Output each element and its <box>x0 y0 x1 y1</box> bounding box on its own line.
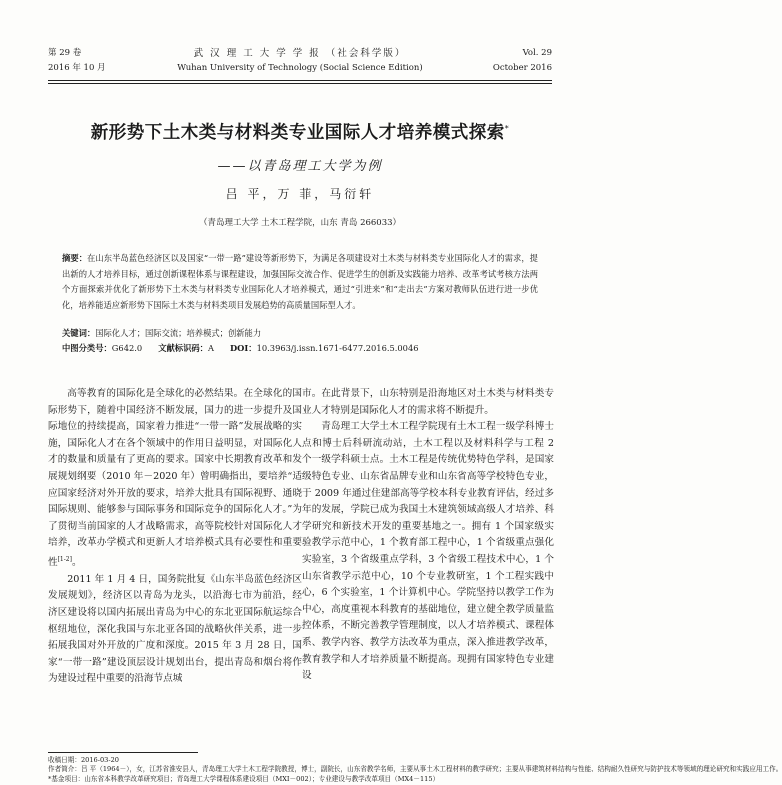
citation-mark: [1-2] <box>57 555 72 563</box>
header-rule-thin <box>48 83 552 84</box>
volume-en: Vol. 29 <box>522 48 552 58</box>
header-rule-thick <box>48 80 552 81</box>
title-footnote-mark: * <box>504 124 510 134</box>
paper-subtitle: ——以青岛理工大学为例 <box>217 159 383 174</box>
paper-title-text: 新形势下土木类与材料类专业国际人才培养模式探索 <box>90 123 505 143</box>
body-column-left <box>48 386 302 688</box>
journal-name-en: Wuhan University of Technology (Social Science Edition) <box>177 63 423 73</box>
body-paragraph: 青岛理工大学土木工程学院现有土木工程一级学科博士点和博士后科研流动站，土木工程以及材料科学与工程 2 个一级学科硕士点。土木工程是传统优势特色学科，是国家级特色专业、山东省品牌专业和山东省高等学校特色专业，于 2009 年通过住建部高等学校本科专业教育评估，经过多年的发展，学院已成为我国土木建筑领域高级人才培养、科学研究和新技术开发的重要基地之一。拥有 1 个国家级实验教学示范中心，1 个教育部工程中心，1 个省级重点强化实验室，3 个省级重点学科，3 个省级工程技术中心，1 个山东省教学示范中心，10 个专业教研室，1 个工程实践中心，6 个实验室，1 个计算机中心。学院坚持以教学工作为中心，高度重视本科教育的基础地位，建立健全教学质量监控体系，不断完善教学管理制度，以人才培养模式、课程体系、教学内容、教学方法改革为重点，深入推进教学改革，教育教学和人才培养质量不断提高。现拥有国家特色专业建设 <box>302 421 554 682</box>
classification-line <box>62 342 538 354</box>
volume-label: 第 29 卷 <box>48 48 82 58</box>
keywords <box>62 327 538 339</box>
header-right <box>493 46 552 76</box>
date-en: October 2016 <box>492 63 552 73</box>
abstract-label: 摘要： <box>62 253 88 263</box>
doi: DOI：10.3963/j.issn.1671-6477.2016.5.0046 <box>229 343 419 353</box>
journal-name-cn: 武 汉 理 工 大 学 学 报 （社会科学版） <box>193 48 407 59</box>
body-column-right <box>302 386 554 685</box>
body-paragraph: 高等教育的国际化是全球化的必然结果。在全球化的国际形势下，随着中国经济不断发展，国力的进一步提升及国际地位的持续提高，国家着力推进“一带一路”发展战略的实施，国际化人才在各个领域中的作用日益明显，对国际化人才的数量和质量有了更高的要求。国家中长期教育改革和发展规划纲要（2010 年－2020 年）曾明确指出，要培养“适应国家经济对外开放的要求，培养大批具有国际视野、通晓国际规则、能够参与国际事务和国际竞争的国际化人才。”为了贯彻当前国家的人才战略需求，高等院校针对国际化人才培养，改革办学模式和更新人才培养模式具有必要性和重要性[1-2]。 <box>48 388 302 569</box>
footnote-rule <box>48 752 198 753</box>
abstract <box>62 251 538 313</box>
footnote-author: 作者简介：吕 平（1964－），女，江苏省淮安县人，青岛理工大学土木工程学院教授，博士，副院长，山东省教学名师，主要从事土木工程材料的教学研究；主要从事建筑材料结构与性能、结构耐久性研究与防护技术等领域的理论研究和实践应用工作。 <box>48 765 782 774</box>
footnote-received: 收稿日期：2016-03-20 <box>48 756 119 764</box>
document-code: 文献标识码：A <box>158 343 214 353</box>
paper-title <box>0 119 600 144</box>
issue-date: 2016 年 10 月 <box>48 63 106 73</box>
body-paragraph: 市。在此背景下，山东特别是沿海地区对土木类与材料类专业人才特别是国际化人才的需求将不断提升。 <box>302 388 554 416</box>
body-paragraph: 2011 年 1 月 4 日，国务院批复《山东半岛蓝色经济区发展规划》，经济区以青岛为龙头，以沿海七市为前沿，经济区建设将以国内拓展出青岛为中心的东北亚国际航运综合枢纽地位，深化我国与东北亚各国的战略伙伴关系，进一步拓展我国对外开放的广度和深度。2015 年 3 月 28 日，国家“一带一路”建设顶层设计规划出台，提出青岛和烟台将作为建设过程中重要的沿海节点城 <box>48 573 302 685</box>
keywords-text: 国际化人才；国际交流；培养模式；创新能力 <box>95 328 262 338</box>
footnotes <box>48 756 782 784</box>
header-center <box>48 46 552 76</box>
abstract-text: 在山东半岛蓝色经济区以及国家“一带一路”建设等新形势下，为满足各项建设对土木类与材料类专业国际化人才的需求，提出新的人才培养目标，通过创新课程体系与课程建设，加强国际交流合作、促进学生的创新及实践能力培养、改革考试考核方法两个方面探索并优化了新形势下土木类与材料类专业国际化人才培养模式，通过“引进来”和“走出去”方案对教师队伍进行进一步优化，培养能适应新形势下国际土木类与材料类项目发展趋势的高质量国际型人才。 <box>62 253 538 310</box>
affiliation: （青岛理工大学 土木工程学院，山东 青岛 266033） <box>198 218 402 228</box>
author-list: 吕 平，万 菲，马衍轩 <box>225 187 375 201</box>
keywords-label: 关键词： <box>62 328 96 338</box>
footnote-fund: *基金项目：山东省本科教学改革研究项目；青岛理工大学课程体系建设项目（MXI－002）；专业建设与教学改革项目（MX4－115） <box>48 774 440 783</box>
clc-number: 中图分类号：G642.0 <box>62 343 143 353</box>
